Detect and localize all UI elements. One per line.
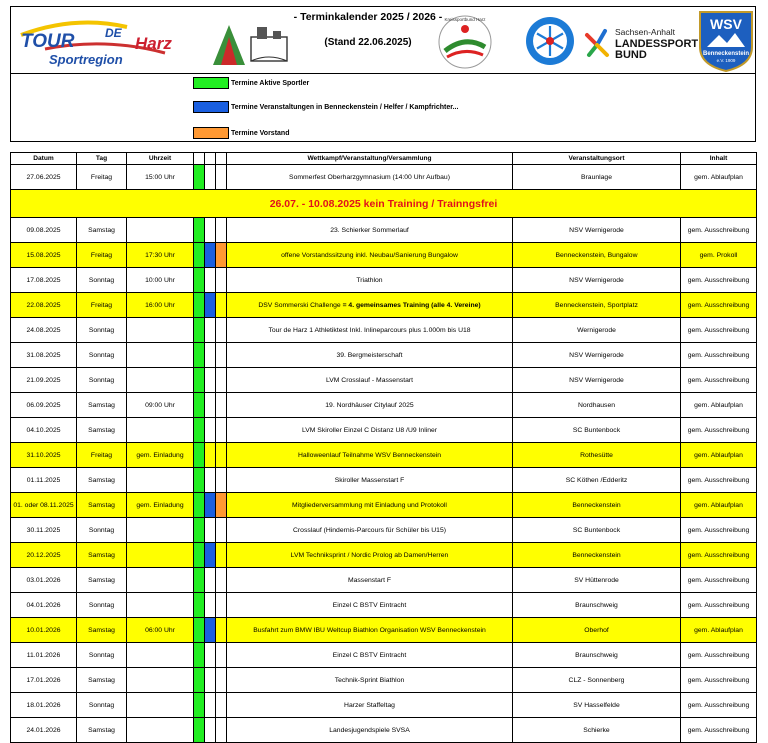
cell-tag: Samstag xyxy=(77,468,127,493)
cell-marker-vorstand xyxy=(216,643,227,668)
cell-uhrzeit xyxy=(127,568,194,593)
cell-marker-aktive xyxy=(194,165,205,190)
cell-marker-veranstaltung xyxy=(205,165,216,190)
cell-inhalt: gem. Ausschreibung xyxy=(681,568,757,593)
cell-marker-veranstaltung xyxy=(205,418,216,443)
cell-marker-veranstaltung xyxy=(205,543,216,568)
table-row xyxy=(11,718,757,743)
cell-event xyxy=(227,393,513,418)
col-header-color-1 xyxy=(194,153,205,165)
cell-marker-vorstand xyxy=(216,518,227,543)
cell-uhrzeit xyxy=(127,718,194,743)
cell-inhalt: gem. Ausschreibung xyxy=(681,593,757,618)
wsv-benneckenstein-logo xyxy=(697,9,755,73)
legend-item-veranstaltungen xyxy=(193,100,458,114)
event-text: LVM Crosslauf - Massenstart xyxy=(325,376,414,384)
snowflake-logo xyxy=(524,15,576,67)
cell-marker-vorstand xyxy=(216,543,227,568)
cell-marker-vorstand xyxy=(216,318,227,343)
cell-ort: CLZ - Sonnenberg xyxy=(513,668,681,693)
cell-marker-veranstaltung xyxy=(205,443,216,468)
cell-inhalt: gem. Ausschreibung xyxy=(681,468,757,493)
svg-text:Benneckenstein: Benneckenstein xyxy=(702,51,750,57)
cell-marker-vorstand xyxy=(216,493,227,518)
svg-text:DE: DE xyxy=(105,26,122,40)
cell-inhalt: gem. Ablaufplan xyxy=(681,393,757,418)
cell-marker-aktive xyxy=(194,593,205,618)
cell-datum: 31.08.2025 xyxy=(11,343,77,368)
cell-uhrzeit xyxy=(127,593,194,618)
cell-ort: Braunschweig xyxy=(513,643,681,668)
event-text: 39. Bergmeisterschaft xyxy=(336,351,403,359)
cell-datum: 04.01.2026 xyxy=(11,593,77,618)
event-text: LVM Skiroller Einzel C Distanz U8 /U9 Inliner xyxy=(301,426,438,434)
legend-swatch-green xyxy=(193,77,229,89)
cell-marker-veranstaltung xyxy=(205,218,216,243)
svg-text:Harz: Harz xyxy=(135,34,172,53)
table-row xyxy=(11,643,757,668)
table-row xyxy=(11,418,757,443)
cell-marker-vorstand xyxy=(216,368,227,393)
event-text: Busfahrt zum BMW IBU Weltcup Biathlon Organisation WSV Benneckenstein xyxy=(253,626,486,634)
cell-tag: Freitag xyxy=(77,443,127,468)
cell-ort: Oberhof xyxy=(513,618,681,643)
cell-marker-vorstand xyxy=(216,268,227,293)
event-text: Mitgliederversammlung mit Einladung und Protokoll xyxy=(292,501,447,509)
cell-event xyxy=(227,243,513,268)
cell-datum: 03.01.2026 xyxy=(11,568,77,593)
cell-marker-aktive xyxy=(194,443,205,468)
cell-inhalt: gem. Ausschreibung xyxy=(681,718,757,743)
table-row xyxy=(11,468,757,493)
event-text: Harzer Staffeltag xyxy=(344,701,395,709)
cell-tag: Samstag xyxy=(77,393,127,418)
cell-tag: Sonntag xyxy=(77,518,127,543)
event-text: Technik-Sprint Biathlon xyxy=(334,676,405,684)
svg-text:BUND: BUND xyxy=(615,49,647,61)
cell-event xyxy=(227,268,513,293)
cell-marker-aktive xyxy=(194,493,205,518)
table-row xyxy=(11,693,757,718)
cell-marker-aktive xyxy=(194,718,205,743)
col-header-ort: Veranstaltungsort xyxy=(513,153,681,165)
cell-tag: Freitag xyxy=(77,165,127,190)
cell-event xyxy=(227,568,513,593)
cell-uhrzeit xyxy=(127,218,194,243)
table-row xyxy=(11,568,757,593)
event-text: LVM Techniksprint / Nordic Prolog ab Damen/Herren xyxy=(290,551,449,559)
svg-text:e.V. 1909: e.V. 1909 xyxy=(716,58,736,63)
title-block xyxy=(283,11,453,48)
cell-datum: 31.10.2025 xyxy=(11,443,77,468)
cell-marker-aktive xyxy=(194,643,205,668)
event-text: Sommerfest Oberharzgymnasium (14:00 Uhr Aufbau) xyxy=(289,173,450,181)
cell-marker-aktive xyxy=(194,368,205,393)
cell-event xyxy=(227,618,513,643)
legend-item-vorstand xyxy=(193,126,289,140)
cell-marker-vorstand xyxy=(216,243,227,268)
cell-uhrzeit xyxy=(127,318,194,343)
table-row xyxy=(11,165,757,190)
table-header-row xyxy=(11,153,757,165)
cell-event xyxy=(227,368,513,393)
cell-event xyxy=(227,443,513,468)
cell-marker-veranstaltung xyxy=(205,318,216,343)
cell-marker-aktive xyxy=(194,418,205,443)
cell-ort: Wernigerode xyxy=(513,318,681,343)
event-text: Triathlon xyxy=(356,276,383,284)
header-banner xyxy=(10,6,756,74)
cell-ort: NSV Wernigerode xyxy=(513,268,681,293)
cell-marker-vorstand xyxy=(216,618,227,643)
cell-datum: 09.08.2025 xyxy=(11,218,77,243)
cell-tag: Sonntag xyxy=(77,268,127,293)
cell-marker-veranstaltung xyxy=(205,643,216,668)
cell-tag: Samstag xyxy=(77,493,127,518)
col-header-tag: Tag xyxy=(77,153,127,165)
cell-uhrzeit: 15:00 Uhr xyxy=(127,165,194,190)
cell-event xyxy=(227,165,513,190)
cell-marker-veranstaltung xyxy=(205,593,216,618)
cell-datum: 20.12.2025 xyxy=(11,543,77,568)
landessportbund-logo xyxy=(583,23,703,63)
legend-item-aktive xyxy=(193,76,309,90)
table-row xyxy=(11,343,757,368)
cell-event xyxy=(227,318,513,343)
cell-event xyxy=(227,718,513,743)
cell-ort: Benneckenstein, Sportplatz xyxy=(513,293,681,318)
table-row xyxy=(11,618,757,643)
cell-marker-veranstaltung xyxy=(205,268,216,293)
cell-inhalt: gem. Ausschreibung xyxy=(681,343,757,368)
cell-uhrzeit xyxy=(127,368,194,393)
cell-event xyxy=(227,468,513,493)
cell-datum: 10.01.2026 xyxy=(11,618,77,643)
cell-ort: Rothesütte xyxy=(513,443,681,468)
cell-event xyxy=(227,543,513,568)
cell-marker-vorstand xyxy=(216,343,227,368)
cell-marker-veranstaltung xyxy=(205,693,216,718)
table-row xyxy=(11,318,757,343)
cell-uhrzeit xyxy=(127,343,194,368)
cell-ort: Schierke xyxy=(513,718,681,743)
col-header-inhalt: Inhalt xyxy=(681,153,757,165)
cell-marker-vorstand xyxy=(216,668,227,693)
cell-marker-vorstand xyxy=(216,393,227,418)
cell-tag: Samstag xyxy=(77,668,127,693)
cell-uhrzeit xyxy=(127,468,194,493)
table-row xyxy=(11,243,757,268)
table-row xyxy=(11,443,757,468)
legend-label: Termine Vorstand xyxy=(231,129,290,137)
cell-inhalt: gem. Ausschreibung xyxy=(681,318,757,343)
cell-event xyxy=(227,293,513,318)
event-text: Halloweenlauf Teilnahme WSV Benneckenstein xyxy=(297,451,442,459)
cell-datum: 17.08.2025 xyxy=(11,268,77,293)
event-text: Landesjugendspiele SVSA xyxy=(329,726,410,734)
cell-datum: 04.10.2025 xyxy=(11,418,77,443)
svg-text:Sachsen-Anhalt: Sachsen-Anhalt xyxy=(615,27,676,37)
col-header-color-2 xyxy=(205,153,216,165)
cell-datum: 15.08.2025 xyxy=(11,243,77,268)
cell-uhrzeit xyxy=(127,643,194,668)
cell-inhalt: gem. Prokoll xyxy=(681,243,757,268)
cell-inhalt: gem. Ablaufplan xyxy=(681,618,757,643)
cell-marker-vorstand xyxy=(216,293,227,318)
cell-event xyxy=(227,518,513,543)
cell-marker-veranstaltung xyxy=(205,343,216,368)
table-row xyxy=(11,393,757,418)
cell-uhrzeit: 09:00 Uhr xyxy=(127,393,194,418)
cell-uhrzeit: 17:30 Uhr xyxy=(127,243,194,268)
cell-event xyxy=(227,218,513,243)
table-row xyxy=(11,593,757,618)
cell-datum: 06.09.2025 xyxy=(11,393,77,418)
cell-uhrzeit xyxy=(127,518,194,543)
cell-marker-veranstaltung xyxy=(205,718,216,743)
cell-marker-aktive xyxy=(194,343,205,368)
cell-marker-vorstand xyxy=(216,443,227,468)
cell-marker-aktive xyxy=(194,618,205,643)
cell-tag: Samstag xyxy=(77,218,127,243)
calendar-table xyxy=(10,152,757,743)
table-row xyxy=(11,218,757,243)
event-text-bold: = 4. gemeinsames Training (alle 4. Vereine) xyxy=(340,301,481,309)
table-row xyxy=(11,368,757,393)
cell-datum: 21.09.2025 xyxy=(11,368,77,393)
event-text: Tour de Harz 1 Athletiktest Inkl. Inlineparcours plus 1.000m bis U18 xyxy=(268,326,471,334)
cell-marker-aktive xyxy=(194,518,205,543)
cell-event xyxy=(227,668,513,693)
col-header-color-3 xyxy=(216,153,227,165)
cell-datum: 01.11.2025 xyxy=(11,468,77,493)
cell-datum: 24.08.2025 xyxy=(11,318,77,343)
cell-inhalt: gem. Ausschreibung xyxy=(681,543,757,568)
cell-ort: NSV Wernigerode xyxy=(513,368,681,393)
cell-marker-vorstand xyxy=(216,693,227,718)
table-row xyxy=(11,668,757,693)
cell-marker-veranstaltung xyxy=(205,568,216,593)
cell-datum: 18.01.2026 xyxy=(11,693,77,718)
event-text: offene Vorstandssitzung inkl. Neubau/Sanierung Bungalow xyxy=(281,251,458,259)
event-text: 19. Nordhäuser Citylauf 2025 xyxy=(325,401,414,409)
cell-inhalt: gem. Ausschreibung xyxy=(681,418,757,443)
event-text: Skiroller Massenstart F xyxy=(334,476,405,484)
cell-marker-veranstaltung xyxy=(205,518,216,543)
cell-datum: 11.01.2026 xyxy=(11,643,77,668)
cell-tag: Samstag xyxy=(77,718,127,743)
cell-inhalt: gem. Ablaufplan xyxy=(681,165,757,190)
cell-tag: Sonntag xyxy=(77,643,127,668)
cell-uhrzeit: gem. Einladung xyxy=(127,493,194,518)
cell-ort: NSV Wernigerode xyxy=(513,218,681,243)
cell-tag: Sonntag xyxy=(77,343,127,368)
event-text: DSV Sommerski Challenge xyxy=(258,301,341,309)
cell-marker-aktive xyxy=(194,693,205,718)
cell-datum: 22.08.2025 xyxy=(11,293,77,318)
event-text: Massenstart F xyxy=(347,576,392,584)
cell-event xyxy=(227,493,513,518)
cell-datum: 01. oder 08.11.2025 xyxy=(11,493,77,518)
cell-marker-veranstaltung xyxy=(205,493,216,518)
cell-ort: Benneckenstein xyxy=(513,543,681,568)
cell-ort: Benneckenstein xyxy=(513,493,681,518)
cell-marker-veranstaltung xyxy=(205,393,216,418)
cell-marker-aktive xyxy=(194,218,205,243)
cell-inhalt: gem. Ausschreibung xyxy=(681,518,757,543)
cell-marker-aktive xyxy=(194,668,205,693)
cell-marker-veranstaltung xyxy=(205,293,216,318)
cell-marker-veranstaltung xyxy=(205,668,216,693)
cell-marker-aktive xyxy=(194,393,205,418)
training-break-row xyxy=(11,190,757,218)
legend-swatch-orange xyxy=(193,127,229,139)
cell-uhrzeit: 06:00 Uhr xyxy=(127,618,194,643)
cell-datum: 17.01.2026 xyxy=(11,668,77,693)
cell-inhalt: gem. Ausschreibung xyxy=(681,693,757,718)
cell-tag: Freitag xyxy=(77,293,127,318)
cell-tag: Samstag xyxy=(77,568,127,593)
cell-marker-veranstaltung xyxy=(205,368,216,393)
svg-text:Kreissportbund Harz: Kreissportbund Harz xyxy=(444,17,486,22)
cell-marker-veranstaltung xyxy=(205,468,216,493)
cell-tag: Sonntag xyxy=(77,593,127,618)
cell-datum: 27.06.2025 xyxy=(11,165,77,190)
cell-ort: Braunschweig xyxy=(513,593,681,618)
legend-swatch-blue xyxy=(193,101,229,113)
cell-tag: Sonntag xyxy=(77,693,127,718)
col-header-datum: Datum xyxy=(11,153,77,165)
cell-datum: 24.01.2026 xyxy=(11,718,77,743)
table-row xyxy=(11,543,757,568)
cell-tag: Sonntag xyxy=(77,318,127,343)
cell-tag: Samstag xyxy=(77,418,127,443)
legend-box xyxy=(10,74,756,142)
cell-inhalt: gem. Ablaufplan xyxy=(681,493,757,518)
event-text: Einzel C BSTV Eintracht xyxy=(332,651,407,659)
cell-tag: Freitag xyxy=(77,243,127,268)
cell-inhalt: gem. Ablaufplan xyxy=(681,443,757,468)
cell-ort: SV Hasselfelde xyxy=(513,693,681,718)
stand-date: (Stand 22.06.2025) xyxy=(324,37,412,48)
legend-label: Termine Veranstaltungen in Benneckenstein / Helfer / Kampfrichter... xyxy=(231,103,459,111)
cell-marker-vorstand xyxy=(216,165,227,190)
table-row xyxy=(11,293,757,318)
cell-marker-aktive xyxy=(194,568,205,593)
table-row xyxy=(11,493,757,518)
cell-uhrzeit xyxy=(127,543,194,568)
cell-uhrzeit xyxy=(127,418,194,443)
table-row xyxy=(11,518,757,543)
cell-marker-aktive xyxy=(194,543,205,568)
svg-text:Sportregion: Sportregion xyxy=(49,52,123,67)
cell-ort: NSV Wernigerode xyxy=(513,343,681,368)
cell-marker-vorstand xyxy=(216,468,227,493)
cell-inhalt: gem. Ausschreibung xyxy=(681,643,757,668)
cell-marker-vorstand xyxy=(216,218,227,243)
cell-event xyxy=(227,593,513,618)
cell-marker-aktive xyxy=(194,268,205,293)
cell-ort: SC Buntenbock xyxy=(513,418,681,443)
cell-datum: 30.11.2025 xyxy=(11,518,77,543)
cell-ort: Benneckenstein, Bungalow xyxy=(513,243,681,268)
legend-label: Termine Aktive Sportler xyxy=(231,79,310,87)
cell-tag: Samstag xyxy=(77,618,127,643)
table-row xyxy=(11,268,757,293)
cell-uhrzeit xyxy=(127,693,194,718)
col-header-event: Wettkampf/Veranstaltung/Versammlung xyxy=(227,153,513,165)
cell-marker-aktive xyxy=(194,293,205,318)
cell-uhrzeit: 16:00 Uhr xyxy=(127,293,194,318)
cell-ort: Braunlage xyxy=(513,165,681,190)
calendar-body xyxy=(11,165,757,743)
cell-inhalt: gem. Ausschreibung xyxy=(681,668,757,693)
cell-tag: Samstag xyxy=(77,543,127,568)
training-break-text: 26.07. - 10.08.2025 kein Training / Trainngsfrei xyxy=(11,190,757,218)
cell-uhrzeit: 10:00 Uhr xyxy=(127,268,194,293)
svg-text:LANDESSPORT: LANDESSPORT xyxy=(615,38,699,50)
page-title: - Terminkalender 2025 / 2026 - xyxy=(293,11,443,23)
col-header-uhrzeit: Uhrzeit xyxy=(127,153,194,165)
event-text: Crosslauf (Hindernis-Parcours für Schüler bis U15) xyxy=(293,526,446,534)
cell-marker-vorstand xyxy=(216,718,227,743)
cell-marker-vorstand xyxy=(216,568,227,593)
cell-inhalt: gem. Ausschreibung xyxy=(681,218,757,243)
cell-marker-veranstaltung xyxy=(205,618,216,643)
svg-text:WSV: WSV xyxy=(710,16,742,32)
cell-tag: Sonntag xyxy=(77,368,127,393)
cell-ort: SV Hüttenrode xyxy=(513,568,681,593)
cell-ort: SC Buntenbock xyxy=(513,518,681,543)
cell-marker-aktive xyxy=(194,243,205,268)
cell-ort: SC Köthen /Edderitz xyxy=(513,468,681,493)
cell-event xyxy=(227,343,513,368)
cell-marker-vorstand xyxy=(216,418,227,443)
cell-marker-aktive xyxy=(194,318,205,343)
cell-marker-veranstaltung xyxy=(205,243,216,268)
cell-inhalt: gem. Ausschreibung xyxy=(681,368,757,393)
cell-uhrzeit xyxy=(127,668,194,693)
cell-event xyxy=(227,418,513,443)
cell-uhrzeit: gem. Einladung xyxy=(127,443,194,468)
cell-inhalt: gem. Ausschreibung xyxy=(681,268,757,293)
tour-de-harz-logo xyxy=(15,13,185,69)
cell-ort: Nordhausen xyxy=(513,393,681,418)
cell-inhalt: gem. Ausschreibung xyxy=(681,293,757,318)
cell-marker-aktive xyxy=(194,468,205,493)
svg-text:TOUR: TOUR xyxy=(21,31,75,52)
cell-event xyxy=(227,643,513,668)
event-text: 23. Schierker Sommerlauf xyxy=(330,226,409,234)
event-text: Einzel C BSTV Eintracht xyxy=(332,601,407,609)
cell-event xyxy=(227,693,513,718)
cell-marker-vorstand xyxy=(216,593,227,618)
kreissportbund-logo xyxy=(435,13,495,71)
